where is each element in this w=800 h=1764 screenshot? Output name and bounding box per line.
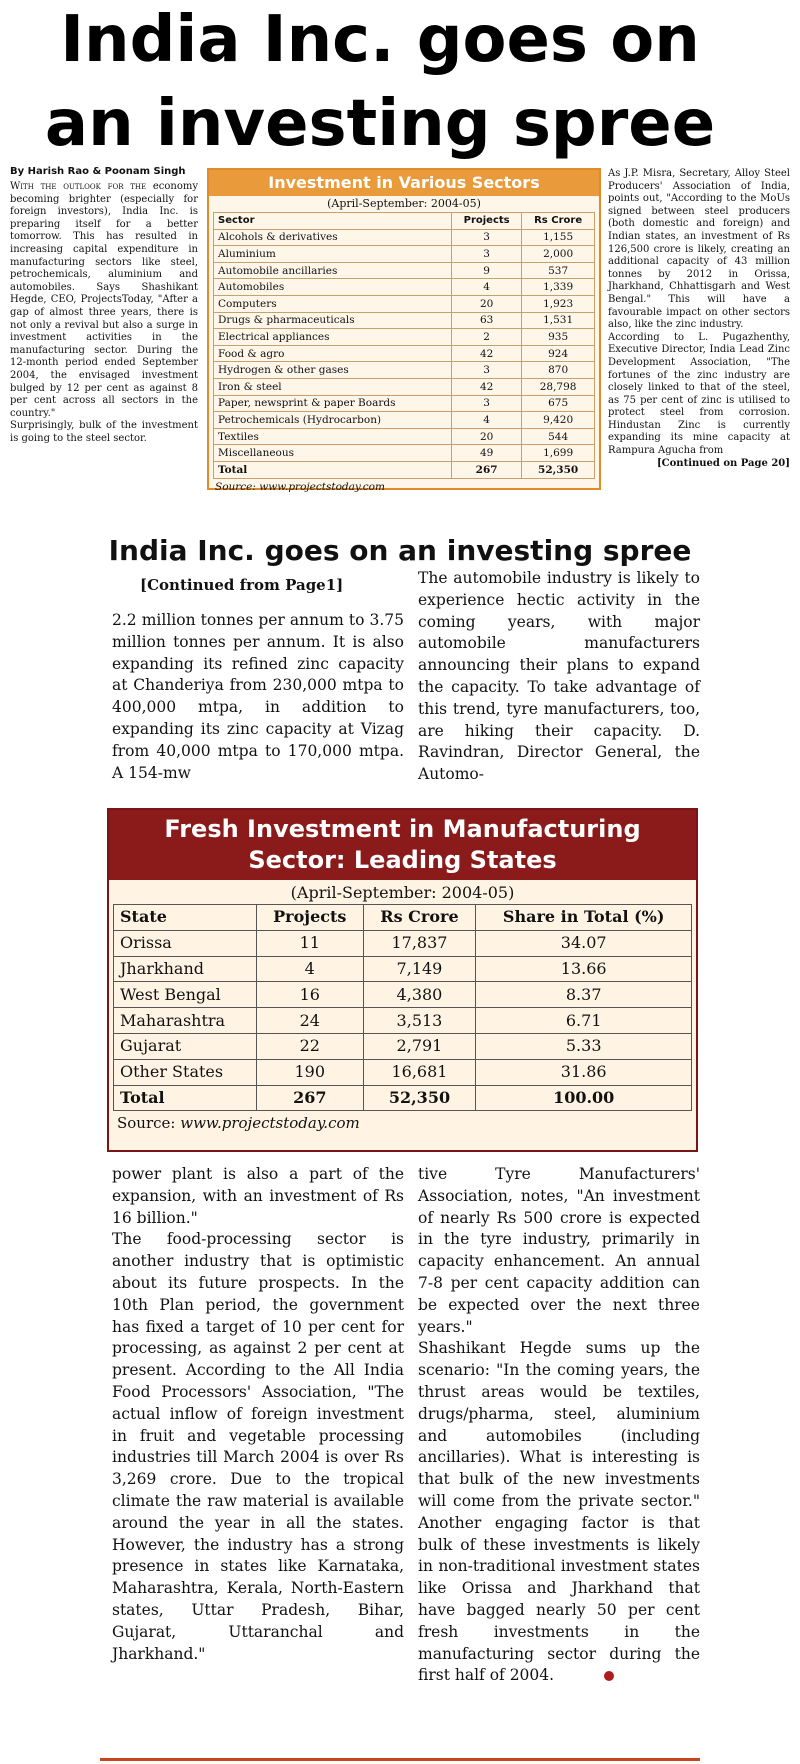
paragraph: tive Tyre Manufacturers' Association, notes, "An investment of nearly Rs 500 crore is expected in the tyre industry, primarily in capacity enhancement. An annual 7-8 per cent capacity addition can be expected over the next three years.": [418, 1165, 700, 1336]
table-row: [214, 412, 595, 429]
end-mark-icon: [604, 1671, 614, 1681]
table-cell: 537: [522, 262, 595, 279]
table-cell: 16: [257, 982, 364, 1008]
table-cell: 4: [257, 956, 364, 982]
table-row: [214, 428, 595, 445]
table-header-row: [114, 905, 692, 931]
table-row: [114, 1059, 692, 1085]
table-cell: 17,837: [363, 930, 476, 956]
table-cell: 52,350: [363, 1085, 476, 1111]
table-cell: 267: [257, 1085, 364, 1111]
source-link[interactable]: www.projectstoday.com: [259, 480, 385, 493]
table-cell: 1,155: [522, 229, 595, 246]
table-cell: Aluminium: [214, 246, 452, 263]
headline-line-2: an investing spree: [44, 87, 716, 161]
table-cell: Textiles: [214, 428, 452, 445]
bottom-rule: [100, 1758, 700, 1761]
table-cell: 49: [452, 445, 522, 462]
article-column-right: [608, 168, 790, 470]
table-source: [209, 479, 599, 495]
header-sector: Sector: [214, 213, 452, 230]
table-cell: 924: [522, 345, 595, 362]
paragraph: 2.2 million tonnes per annum to 3.75 million tonnes per annum. It is also expanding its refined zinc capacity at Chanderiya from 230,000 mtpa to 400,000 mtpa, in addition to expanding its zinc capacity at Vizag from 40,000 mtpa to 170,000 mtpa. A 154-mw: [112, 611, 404, 782]
continuation-column-b: [418, 568, 700, 786]
header-share: Share in Total (%): [476, 905, 692, 931]
table-cell: Paper, newsprint & paper Boards: [214, 395, 452, 412]
article-column-left: [10, 181, 198, 445]
header-rs-crore: Rs Crore: [522, 213, 595, 230]
table-cell: 675: [522, 395, 595, 412]
table-title: Investment in Various Sectors: [209, 170, 599, 196]
sector-investment-table: [207, 168, 601, 493]
continued-from: [Continued from Page1]: [140, 576, 344, 594]
table-cell: 28,798: [522, 378, 595, 395]
table-cell: West Bengal: [114, 982, 257, 1008]
table-cell: Petrochemicals (Hydrocarbon): [214, 412, 452, 429]
table-cell: 42: [452, 345, 522, 362]
table-row: [214, 378, 595, 395]
table-cell: 6.71: [476, 1008, 692, 1034]
table-cell: 544: [522, 428, 595, 445]
table-cell: 3: [452, 229, 522, 246]
table-cell: 870: [522, 362, 595, 379]
state-investment-table: [107, 808, 698, 1152]
header-projects: Projects: [257, 905, 364, 931]
table-cell: Iron & steel: [214, 378, 452, 395]
table-cell: Gujarat: [114, 1033, 257, 1059]
table-row: [214, 445, 595, 462]
state-table: [113, 904, 692, 1111]
paragraph: The food-processing sector is another industry that is optimistic about its future prospects. In the 10th Plan period, the government has fixed a target of 10 per cent for processing, as against 2 per cent at present. According to the All India Food Processors' Association, "The actual inflow of foreign investment in fruit and vegetable processing industries till March 2004 is over Rs 3,269 crore. Due to the tropical climate the raw material is available around the year in all the states. However, the industry has a strong presence in states like Karnataka, Maharashtra, Kerala, North-Eastern states, Uttar Pradesh, Bihar, Gujarat, Uttaranchal and Jharkhand.": [112, 1230, 404, 1663]
paragraph: As J.P. Misra, Secretary, Alloy Steel Producers' Association of India, points out, "According to the MoUs signed between steel producers (both domestic and foreign) and Indian states, an investment of Rs 126,500 crore is likely, creating an additional capacity of 43 million tonnes by 2012 in Orissa, Jharkhand, Chhattisgarh and West Bengal." This will have a favourable impact on other sectors also, like the zinc industry.: [608, 168, 790, 331]
table-cell: 24: [257, 1008, 364, 1034]
table-row: [214, 329, 595, 346]
table-cell: 20: [452, 295, 522, 312]
source-label: Source:: [117, 1114, 181, 1133]
table-cell: 190: [257, 1059, 364, 1085]
table-cell: 935: [522, 329, 595, 346]
table-cell: 4,380: [363, 982, 476, 1008]
table-cell: 2,791: [363, 1033, 476, 1059]
bottom-column-a: [112, 1164, 404, 1665]
table-title-line-1: Fresh Investment in Manufacturing: [164, 815, 641, 843]
table-cell: 3,513: [363, 1008, 476, 1034]
header-state: State: [114, 905, 257, 931]
paragraph: [418, 1338, 700, 1687]
sector-table: [213, 212, 595, 479]
table-cell: 52,350: [522, 461, 595, 478]
table-period: (April-September: 2004-05): [327, 197, 481, 210]
table-cell: 5.33: [476, 1033, 692, 1059]
table-row: [214, 312, 595, 329]
table-cell: 9,420: [522, 412, 595, 429]
table-source: [109, 1111, 696, 1135]
table-cell: 4: [452, 279, 522, 296]
table-row: [214, 262, 595, 279]
table-cell: Computers: [214, 295, 452, 312]
table-cell: Drugs & pharmaceuticals: [214, 312, 452, 329]
paragraph: Surprisingly, bulk of the investment is going to the steel sector.: [10, 420, 198, 444]
table-row: [114, 1008, 692, 1034]
paragraph: According to L. Pugazhenthy, Executive Director, India Lead Zinc Development Association, "The fortunes of the zinc industry are closely linked to that of the steel, as 75 per cent of zinc is utilised to protect steel from corrosion. Hindustan Zinc is currently expanding its mine capacity at Rampura Agucha from: [608, 331, 790, 457]
table-cell: 2: [452, 329, 522, 346]
continuation-headline: India Inc. goes on an investing spree: [108, 534, 692, 567]
table-title-line-2: Sector: Leading States: [248, 846, 557, 874]
table-cell: 3: [452, 395, 522, 412]
table-cell: Total: [114, 1085, 257, 1111]
table-cell: 7,149: [363, 956, 476, 982]
table-cell: 3: [452, 246, 522, 263]
header-projects: Projects: [452, 213, 522, 230]
byline: By Harish Rao & Poonam Singh: [10, 166, 186, 177]
table-cell: Other States: [114, 1059, 257, 1085]
table-cell: Jharkhand: [114, 956, 257, 982]
table-cell: 1,339: [522, 279, 595, 296]
table-cell: 267: [452, 461, 522, 478]
table-cell: 34.07: [476, 930, 692, 956]
table-cell: 4: [452, 412, 522, 429]
header-rs-crore: Rs Crore: [363, 905, 476, 931]
table-cell: Total: [214, 461, 452, 478]
table-cell: Automobiles: [214, 279, 452, 296]
table-cell: 100.00: [476, 1085, 692, 1111]
source-label: Source:: [215, 480, 260, 493]
table-header-row: [214, 213, 595, 230]
paragraph: power plant is also a part of the expansion, with an investment of Rs 16 billion.": [112, 1165, 404, 1227]
table-row: [114, 982, 692, 1008]
table-period: (April-September: 2004-05): [290, 883, 515, 902]
table-cell: Maharashtra: [114, 1008, 257, 1034]
table-total-row: [214, 461, 595, 478]
table-cell: 3: [452, 362, 522, 379]
table-cell: 13.66: [476, 956, 692, 982]
paragraph: The automobile industry is likely to experience hectic activity in the coming years, with major automobile manufacturers announcing their plans to expand the capacity. To take advantage of this trend, tyre manufacturers, too, are hiking their capacity. D. Ravindran, Director General, the Automo-: [418, 569, 700, 784]
table-row: [114, 930, 692, 956]
lead-in: With the outlook for the: [10, 181, 147, 192]
table-cell: 1,923: [522, 295, 595, 312]
bottom-column-b: [418, 1164, 700, 1687]
table-cell: 63: [452, 312, 522, 329]
table-cell: 8.37: [476, 982, 692, 1008]
table-cell: 11: [257, 930, 364, 956]
table-row: [214, 395, 595, 412]
table-cell: 20: [452, 428, 522, 445]
table-cell: Alcohols & derivatives: [214, 229, 452, 246]
continued-note: [Continued on Page 20]: [656, 457, 790, 469]
table-row: [214, 279, 595, 296]
table-cell: Automobile ancillaries: [214, 262, 452, 279]
table-cell: 16,681: [363, 1059, 476, 1085]
table-cell: Electrical appliances: [214, 329, 452, 346]
table-row: [214, 362, 595, 379]
table-cell: 1,699: [522, 445, 595, 462]
table-row: [214, 345, 595, 362]
table-row: [214, 295, 595, 312]
table-cell: Hydrogen & other gases: [214, 362, 452, 379]
table-cell: 9: [452, 262, 522, 279]
table-cell: 2,000: [522, 246, 595, 263]
table-cell: Food & agro: [214, 345, 452, 362]
paragraph-text: Shashikant Hegde sums up the scenario: "In the coming years, the thrust areas would be textiles, drugs/pharma, steel, aluminium and automobiles (including ancillaries). What is interesting is that bulk of the new investments will come from the private sector." Another engaging factor is that bulk of these investments is likely in non-traditional investment states like Orissa and Jharkhand that have bagged nearly 50 per cent fresh investments in the manufacturing sector during the first half of 2004.: [418, 1339, 700, 1685]
headline-line-1: India Inc. goes on: [60, 3, 700, 77]
table-row: [214, 229, 595, 246]
table-cell: 42: [452, 378, 522, 395]
table-cell: Orissa: [114, 930, 257, 956]
table-row: [114, 1033, 692, 1059]
table-row: [214, 246, 595, 263]
table-total-row: [114, 1085, 692, 1111]
paragraph: economy becoming brighter (especially for foreign investors), India Inc. is preparing itself for a better tomorrow. This has resulted in increasing capital expenditure in manufacturing sectors like steel, petrochemicals, aluminium and automobiles. Says Shashikant Hegde, CEO, ProjectsToday, "After a gap of almost three years, there is not only a revival but also a surge in investment activities in the manufacturing sector. During the 12-month period ended September 2004, the envisaged investment bulged by 12 per cent as against 8 per cent across all sectors in the country.": [10, 181, 199, 419]
table-title: [109, 810, 696, 880]
source-link[interactable]: www.projectstoday.com: [180, 1114, 360, 1133]
table-cell: Miscellaneous: [214, 445, 452, 462]
table-row: [114, 956, 692, 982]
table-cell: 31.86: [476, 1059, 692, 1085]
table-cell: 1,531: [522, 312, 595, 329]
table-cell: 22: [257, 1033, 364, 1059]
continuation-column-a: [112, 610, 404, 784]
